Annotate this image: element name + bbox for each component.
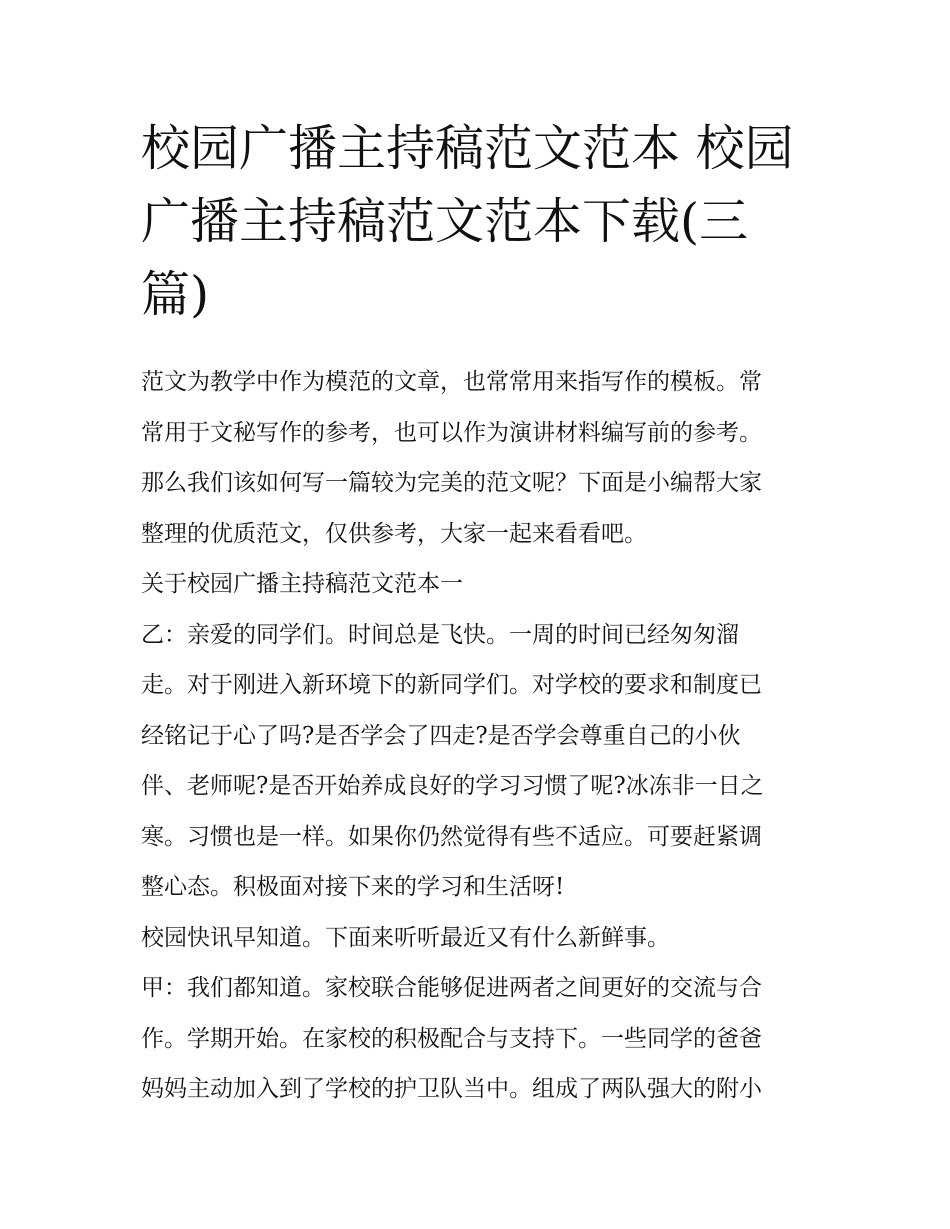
body-line: 那么我们该如何写一篇较为完美的范文呢？下面是小编帮大家 [141, 470, 762, 496]
title-line: 广播主持稿范文范本下载(三 [141, 193, 749, 250]
body-line: 走。对于刚进入新环境下的新同学们。对学校的要求和制度已 [141, 672, 762, 698]
body-line: 整心态。积极面对接下来的学习和生活呀! [141, 874, 565, 900]
title-line: 校园广播主持稿范文范本 校园 [141, 120, 794, 177]
body-line: 经铭记于心了吗?是否学会了四走?是否学会尊重自己的小伙 [141, 722, 741, 749]
body-line: 整理的优质范文，仅供参考，大家一起来看看吧。 [141, 520, 647, 547]
body-line: 校园快讯早知道。下面来听听最近又有什么新鲜事。 [141, 924, 670, 951]
section-heading: 关于校园广播主持稿范文范本一 [141, 571, 463, 597]
body-line: 妈妈主动加入到了学校的护卫队当中。组成了两队强大的附小 [141, 1076, 762, 1102]
body-line: 伴、老师呢?是否开始养成良好的学习习惯了呢?冰冻非一日之 [141, 773, 764, 799]
body-line: 常用于文秘写作的参考，也可以作为演讲材料编写前的参考。 [141, 419, 762, 446]
document-body [141, 357, 821, 1115]
title-line: 篇) [141, 266, 210, 323]
body-line: 乙：亲爱的同学们。时间总是飞快。一周的时间已经匆匆溜 [141, 621, 739, 648]
body-line: 甲：我们都知道。家校联合能够促进两者之间更好的交流与合 [141, 975, 762, 1001]
body-line: 作。学期开始。在家校的积极配合与支持下。一些同学的爸爸 [141, 1025, 762, 1052]
body-line: 寒。习惯也是一样。如果你仍然觉得有些不适应。可要赶紧调 [141, 823, 762, 850]
document-title [141, 112, 821, 331]
body-line: 范文为教学中作为模范的文章，也常常用来指写作的模板。常 [141, 369, 762, 395]
